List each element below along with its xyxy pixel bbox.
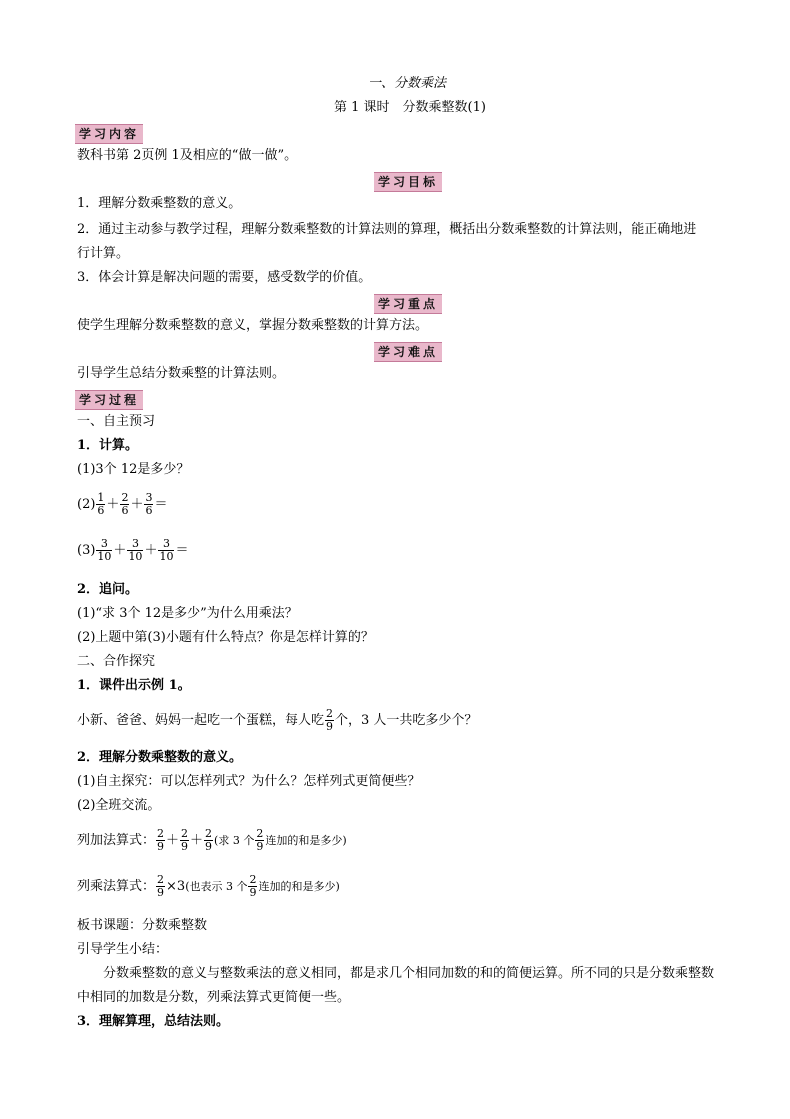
example-text-end: 个，3 人一共吃多少个？ <box>335 713 478 728</box>
numerator: 2 <box>326 707 334 720</box>
goal-2-line-2: 行计算。 <box>77 246 130 261</box>
plus-sign: ＋ <box>190 833 204 848</box>
denominator: 9 <box>181 840 189 853</box>
numerator: 2 <box>249 873 257 886</box>
lesson-subtitle: 第 1 课时 分数乘整数(1) <box>334 100 486 115</box>
badge-learning-process: 学习过程 <box>75 390 143 410</box>
numerator: 3 <box>131 537 139 550</box>
explore-step-3: 3．理解算理，总结法则。 <box>77 1014 230 1029</box>
preview-step-2: 2．追问。 <box>77 582 139 597</box>
addition-note-start: (求 3 个 <box>214 834 255 847</box>
denominator: 9 <box>205 840 213 853</box>
content-text: 教科书第 2页例 1及相应的“做一做”。 <box>77 148 298 163</box>
numerator: 2 <box>157 873 165 886</box>
question-3-prefix: (3) <box>77 543 96 558</box>
equals-sign: ＝ <box>175 543 189 558</box>
plus-sign: ＋ <box>106 497 120 512</box>
followup-question-1: (1)“求 3个 12是多少”为什么用乘法？ <box>77 606 298 621</box>
denominator: 6 <box>97 504 105 517</box>
preview-question-3 <box>77 534 188 568</box>
numerator: 3 <box>100 537 108 550</box>
question-2-prefix: (2) <box>77 497 96 512</box>
goal-2-line-1: 2．通过主动参与教学过程，理解分数乘整数的计算法则的算理，概括出分数乘整数的计算法则，能正确地进 <box>77 222 697 237</box>
explore-item-2: (2)全班交流。 <box>77 798 161 813</box>
numerator: 2 <box>181 827 189 840</box>
fraction <box>204 828 213 853</box>
fraction <box>127 538 143 563</box>
denominator: 9 <box>157 840 165 853</box>
preview-step-1: 1．计算。 <box>77 438 139 453</box>
numerator: 2 <box>157 827 165 840</box>
multiplication-label: 列乘法算式： <box>77 879 156 894</box>
badge-learning-goals: 学习目标 <box>374 172 442 192</box>
fraction <box>248 874 257 899</box>
addition-expression <box>77 824 347 858</box>
explore-step-1: 1．课件出示例 1。 <box>77 678 191 693</box>
denominator: 10 <box>128 550 143 563</box>
numerator: 2 <box>205 827 213 840</box>
board-title: 板书课题：分数乘整数 <box>77 918 208 933</box>
multiplication-note-start: (也表示 3 个 <box>185 880 248 893</box>
badge-key-points: 学习重点 <box>374 294 442 314</box>
numerator: 2 <box>256 827 264 840</box>
denominator: 6 <box>121 504 129 517</box>
numerator: 3 <box>162 537 170 550</box>
addition-label: 列加法算式： <box>77 833 156 848</box>
fraction <box>158 538 174 563</box>
times-three: ×3 <box>166 879 186 894</box>
preview-question-1: (1)3个 12是多少？ <box>77 462 190 477</box>
summary-line-1: 分数乘整数的意义与整数乘法的意义相同，都是求几个相同加数的和的简便运算。所不同的只是分数乘整数 <box>103 966 715 981</box>
fraction <box>255 828 264 853</box>
fraction <box>180 828 189 853</box>
section-preview-title: 一、自主预习 <box>77 414 156 429</box>
goal-1: 1．理解分数乘整数的意义。 <box>77 196 242 211</box>
preview-question-2 <box>77 488 167 522</box>
goal-3: 3．体会计算是解决问题的需要，感受数学的价值。 <box>77 270 372 285</box>
summary-line-2: 中相同的加数是分数，列乘法算式更简便一些。 <box>77 990 351 1005</box>
plus-sign: ＋ <box>144 543 158 558</box>
difficulty-text: 引导学生总结分数乘整的计算法则。 <box>77 366 286 381</box>
denominator: 10 <box>97 550 112 563</box>
fraction <box>120 492 129 517</box>
denominator: 10 <box>159 550 174 563</box>
plus-sign: ＋ <box>130 497 144 512</box>
equals-sign: ＝ <box>154 497 168 512</box>
guide-summary: 引导学生小结： <box>77 942 169 957</box>
followup-question-2: (2)上题中第(3)小题有什么特点？你是怎样计算的？ <box>77 630 374 645</box>
example-problem <box>77 704 477 738</box>
numerator: 2 <box>121 491 129 504</box>
explore-step-2: 2．理解分数乘整数的意义。 <box>77 750 243 765</box>
badge-difficulty: 学习难点 <box>374 342 442 362</box>
fraction <box>156 874 165 899</box>
addition-note-end: 连加的和是多少) <box>265 834 347 847</box>
badge-learning-content: 学习内容 <box>75 124 143 144</box>
numerator: 3 <box>145 491 153 504</box>
denominator: 9 <box>326 720 334 733</box>
denominator: 6 <box>145 504 153 517</box>
numerator: 1 <box>97 491 105 504</box>
plus-sign: ＋ <box>113 543 127 558</box>
key-points-text: 使学生理解分数乘整数的意义，掌握分数乘整数的计算方法。 <box>77 318 429 333</box>
fraction <box>144 492 153 517</box>
denominator: 9 <box>157 886 165 899</box>
section-explore-title: 二、合作探究 <box>77 654 156 669</box>
multiplication-expression <box>77 870 340 904</box>
explore-item-1: (1)自主探究：可以怎样列式？为什么？怎样列式更简便些？ <box>77 774 421 789</box>
denominator: 9 <box>256 840 264 853</box>
fraction <box>156 828 165 853</box>
plus-sign: ＋ <box>166 833 180 848</box>
multiplication-note-end: 连加的和是多少) <box>258 880 340 893</box>
fraction <box>96 538 112 563</box>
example-text-start: 小新、爸爸、妈妈一起吃一个蛋糕，每人吃 <box>77 713 325 728</box>
fraction <box>96 492 105 517</box>
denominator: 9 <box>249 886 257 899</box>
fraction <box>325 708 334 733</box>
chapter-title: 一、分数乘法 <box>368 76 447 91</box>
